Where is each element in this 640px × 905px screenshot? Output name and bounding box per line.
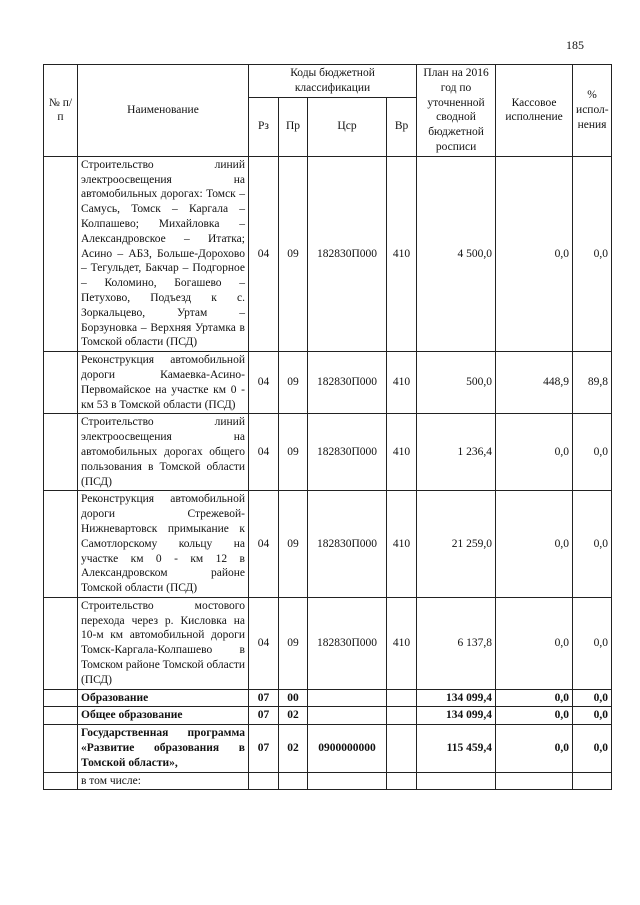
cell-pct: 0,0 [573,689,612,707]
cell-name: Реконструкция автомобильной дороги Стрежевой-Нижневартовск примыкание к Самотлорскому кольцу на участке км 0 - км 12 в Александровском районе Томской области (ПСД) [78,491,249,598]
cell-vr: 410 [387,156,417,351]
table-row [44,772,612,790]
cell-name: Государственная программа «Развитие образования в Томской области», [78,725,249,772]
cell-num [44,707,78,725]
cell-cash [496,772,573,790]
cell-pct: 0,0 [573,707,612,725]
cell-pr: 09 [279,597,308,689]
header-pct: % испол-нения [573,65,612,157]
header-cash: Кассовое исполнение [496,65,573,157]
cell-name: Реконструкция автомобильной дороги Камаевка-Асино-Первомайское на участке км 0 - км 53 в Томской области (ПСД) [78,352,249,414]
header-plan: План на 2016 год по уточненной сводной бюджетной росписи [417,65,496,157]
cell-pr: 02 [279,725,308,772]
cell-name: Общее образование [78,707,249,725]
table-row [44,689,612,707]
cell-rz: 07 [249,689,279,707]
cell-cash: 0,0 [496,707,573,725]
cell-vr [387,689,417,707]
cell-csr: 182830П000 [308,597,387,689]
cell-rz: 04 [249,491,279,598]
cell-rz: 07 [249,725,279,772]
cell-csr: 182830П000 [308,352,387,414]
cell-plan: 134 099,4 [417,689,496,707]
cell-rz: 04 [249,597,279,689]
cell-num [44,772,78,790]
cell-cash: 0,0 [496,597,573,689]
cell-pct: 89,8 [573,352,612,414]
cell-name: Строительство линий электроосвещения на автомобильных дорогах общего пользования в Томской области (ПСД) [78,414,249,491]
cell-vr: 410 [387,414,417,491]
cell-pr: 02 [279,707,308,725]
cell-pct: 0,0 [573,414,612,491]
cell-pct: 0,0 [573,597,612,689]
header-codes-group: Коды бюджетной классификации [249,65,417,98]
cell-vr [387,725,417,772]
cell-pct: 0,0 [573,156,612,351]
table-row [44,491,612,598]
cell-num [44,689,78,707]
cell-vr: 410 [387,491,417,598]
cell-plan: 4 500,0 [417,156,496,351]
cell-pr [279,772,308,790]
cell-name: Строительство линий электроосвещения на автомобильных дорогах: Томск – Самусь, Томск – Каргала – Колпашево; Михайловка – Александровское – Итатка; Асино – АБЗ, Больше-Дорохово – Тегульдет, Бакчар – Подгорное – Коломино, Богашево – Петухово, Подъезд к с. Зоркальцево, Уртам – Борзуновка – Верхняя Уртамка в Томской области (ПСД) [78,156,249,351]
cell-plan: 115 459,4 [417,725,496,772]
cell-rz: 04 [249,414,279,491]
cell-pr: 09 [279,156,308,351]
cell-num [44,491,78,598]
cell-rz: 07 [249,707,279,725]
cell-rz [249,772,279,790]
cell-cash: 0,0 [496,414,573,491]
header-pr: Пр [279,97,308,156]
cell-name: Строительство мостового перехода через р. Кисловка на 10-м км автомобильной дороги Томск-Каргала-Колпашево в Томском районе Томской области (ПСД) [78,597,249,689]
cell-cash: 0,0 [496,689,573,707]
cell-plan: 1 236,4 [417,414,496,491]
header-csr: Цср [308,97,387,156]
cell-rz: 04 [249,156,279,351]
cell-csr: 182830П000 [308,491,387,598]
cell-cash: 0,0 [496,156,573,351]
cell-csr [308,707,387,725]
cell-vr [387,707,417,725]
cell-num [44,597,78,689]
cell-cash: 0,0 [496,491,573,598]
cell-rz: 04 [249,352,279,414]
cell-name: Образование [78,689,249,707]
page-number: 185 [566,38,584,52]
cell-num [44,414,78,491]
table-row [44,725,612,772]
cell-num [44,156,78,351]
cell-pct [573,772,612,790]
cell-cash: 448,9 [496,352,573,414]
header-row-top [44,65,612,98]
table-body [44,156,612,790]
budget-table [43,64,612,790]
header-name: Наименование [78,65,249,157]
cell-csr [308,772,387,790]
cell-pct: 0,0 [573,725,612,772]
cell-pr: 09 [279,491,308,598]
cell-vr [387,772,417,790]
table-row [44,597,612,689]
cell-csr: 0900000000 [308,725,387,772]
cell-plan: 500,0 [417,352,496,414]
cell-csr [308,689,387,707]
table-row [44,414,612,491]
table-row [44,707,612,725]
header-rz: Рз [249,97,279,156]
cell-pr: 09 [279,414,308,491]
cell-plan [417,772,496,790]
cell-name: в том числе: [78,772,249,790]
cell-cash: 0,0 [496,725,573,772]
cell-pr: 09 [279,352,308,414]
cell-vr: 410 [387,597,417,689]
cell-csr: 182830П000 [308,414,387,491]
cell-pr: 00 [279,689,308,707]
header-num: № п/п [44,65,78,157]
cell-pct: 0,0 [573,491,612,598]
cell-vr: 410 [387,352,417,414]
cell-csr: 182830П000 [308,156,387,351]
cell-plan: 21 259,0 [417,491,496,598]
table-row [44,352,612,414]
cell-num [44,352,78,414]
table-row [44,156,612,351]
cell-plan: 134 099,4 [417,707,496,725]
header-vr: Вр [387,97,417,156]
cell-num [44,725,78,772]
cell-plan: 6 137,8 [417,597,496,689]
